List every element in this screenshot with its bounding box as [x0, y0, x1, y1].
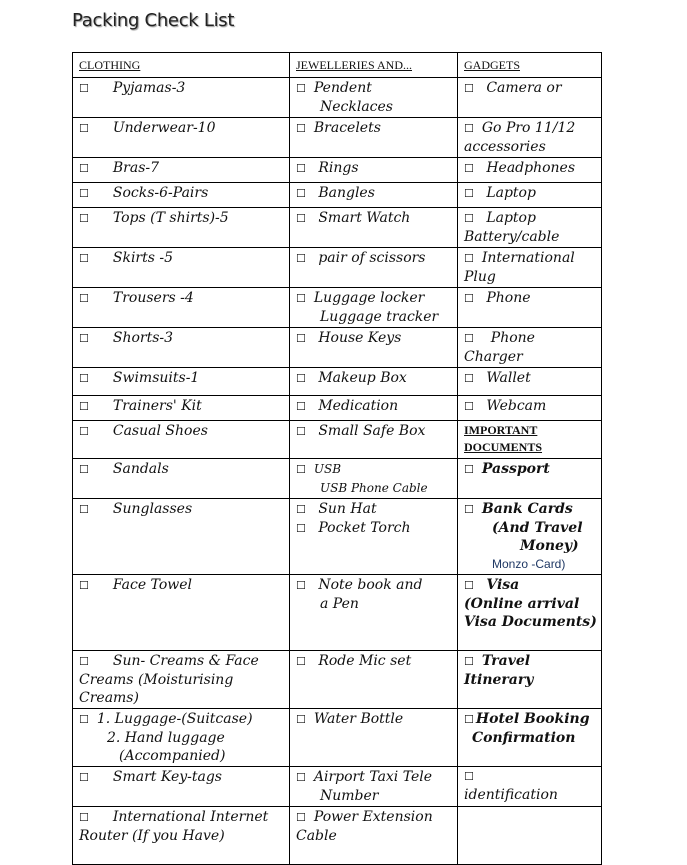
checkbox[interactable]: ☐: [296, 522, 306, 535]
table-row: [73, 709, 602, 767]
gadget-item[interactable]: ☐ Phone Charger: [458, 328, 602, 368]
jewellery-item[interactable]: ☐ Power Extension Cable: [290, 807, 458, 865]
checkbox[interactable]: ☐: [79, 212, 89, 225]
checkbox[interactable]: ☐: [79, 162, 89, 175]
clothing-item[interactable]: ☐ Smart Key-tags: [73, 767, 290, 807]
checkbox[interactable]: ☐: [296, 713, 306, 726]
clothing-item[interactable]: ☐ Bras-7: [73, 158, 290, 183]
gadget-item[interactable]: ☐ Visa (Online arrival Visa Documents): [458, 575, 602, 651]
gadget-item[interactable]: ☐ Passport: [458, 459, 602, 499]
checkbox[interactable]: ☐: [296, 400, 306, 413]
checkbox[interactable]: ☐: [79, 425, 89, 438]
checkbox[interactable]: ☐: [79, 503, 89, 516]
clothing-item[interactable]: ☐ Tops (T shirts)-5: [73, 208, 290, 248]
table-row: [73, 78, 602, 118]
checkbox[interactable]: ☐: [296, 503, 306, 516]
table-row: [73, 183, 602, 208]
header-clothing: CLOTHING: [73, 53, 290, 78]
gadget-item[interactable]: ☐ Travel Itinerary: [458, 651, 602, 709]
clothing-item[interactable]: ☐ Pyjamas-3: [73, 78, 290, 118]
jewellery-item[interactable]: ☐ Sun Hat ☐ Pocket Torch: [290, 499, 458, 575]
checkbox[interactable]: ☐: [464, 579, 474, 592]
checkbox[interactable]: ☐: [296, 82, 306, 95]
clothing-item[interactable]: ☐ Sun- Creams & Face Creams (Moisturising Creams): [73, 651, 290, 709]
header-gadgets: GADGETS: [458, 53, 602, 78]
checkbox[interactable]: ☐: [79, 187, 89, 200]
table-row: [73, 158, 602, 183]
gadget-item[interactable]: ☐ Webcam: [458, 396, 602, 421]
jewellery-item[interactable]: ☐ Bangles: [290, 183, 458, 208]
checkbox[interactable]: ☐: [79, 579, 89, 592]
clothing-item[interactable]: ☐ Casual Shoes: [73, 421, 290, 459]
clothing-item[interactable]: ☐ Trousers -4: [73, 288, 290, 328]
clothing-item[interactable]: ☐ Trainers' Kit: [73, 396, 290, 421]
jewellery-item[interactable]: ☐ USB USB Phone Cable: [290, 459, 458, 499]
checkbox[interactable]: ☐: [464, 252, 474, 265]
table-row: [73, 499, 602, 575]
jewellery-item[interactable]: ☐ Makeup Box: [290, 368, 458, 396]
jewellery-item[interactable]: ☐ Water Bottle: [290, 709, 458, 767]
checkbox[interactable]: ☐: [464, 713, 474, 726]
table-row: [73, 248, 602, 288]
table-row: [73, 767, 602, 807]
gadget-item[interactable]: ☐ Headphones: [458, 158, 602, 183]
checkbox[interactable]: ☐: [464, 503, 474, 516]
clothing-item[interactable]: ☐ Skirts -5: [73, 248, 290, 288]
checkbox[interactable]: ☐: [464, 162, 474, 175]
checkbox[interactable]: ☐: [464, 187, 474, 200]
gadget-item[interactable]: ☐ Bank Cards (And Travel Money) Monzo -Card): [458, 499, 602, 575]
checkbox[interactable]: ☐: [296, 212, 306, 225]
clothing-item[interactable]: ☐ Sandals: [73, 459, 290, 499]
page-title: Packing Check List: [72, 10, 235, 31]
checkbox[interactable]: ☐: [296, 655, 306, 668]
checkbox[interactable]: ☐: [296, 187, 306, 200]
table-row: [73, 459, 602, 499]
jewellery-item[interactable]: ☐ Medication: [290, 396, 458, 421]
gadget-item[interactable]: ☐ Go Pro 11/12 accessories: [458, 118, 602, 158]
gadget-item[interactable]: ☐ Camera or: [458, 78, 602, 118]
table-row: [73, 368, 602, 396]
clothing-item[interactable]: ☐ Underwear-10: [73, 118, 290, 158]
checkbox[interactable]: ☐: [296, 162, 306, 175]
checkbox[interactable]: ☐: [464, 82, 474, 95]
checkbox[interactable]: ☐: [79, 463, 89, 476]
clothing-item[interactable]: ☐ Shorts-3: [73, 328, 290, 368]
table-row: [73, 807, 602, 865]
jewellery-item[interactable]: ☐ Rings: [290, 158, 458, 183]
checkbox[interactable]: ☐: [79, 771, 89, 784]
checkbox[interactable]: ☐: [296, 372, 306, 385]
jewellery-item[interactable]: ☐ Bracelets: [290, 118, 458, 158]
jewellery-item[interactable]: ☐ Luggage locker Luggage tracker: [290, 288, 458, 328]
jewellery-item[interactable]: ☐ pair of scissors: [290, 248, 458, 288]
checkbox[interactable]: ☐: [464, 212, 474, 225]
jewellery-item[interactable]: ☐ Airport Taxi Tele Number: [290, 767, 458, 807]
checkbox[interactable]: ☐: [296, 771, 306, 784]
checkbox[interactable]: ☐: [464, 332, 474, 345]
header-jewelleries: JEWELLERIES AND...: [290, 53, 458, 78]
gadget-item[interactable]: ☐ identification: [458, 767, 602, 807]
checkbox[interactable]: ☐: [296, 811, 306, 824]
checkbox[interactable]: ☐: [296, 122, 306, 135]
jewellery-item[interactable]: ☐ Note book and a Pen: [290, 575, 458, 651]
jewellery-item[interactable]: ☐ Smart Watch: [290, 208, 458, 248]
checkbox[interactable]: ☐: [79, 82, 89, 95]
packing-table: [72, 52, 602, 865]
checkbox[interactable]: ☐: [296, 463, 306, 476]
checkbox[interactable]: ☐: [296, 425, 306, 438]
checkbox[interactable]: ☐: [79, 655, 89, 668]
checkbox[interactable]: ☐: [464, 655, 474, 668]
table-row: [73, 651, 602, 709]
jewellery-item[interactable]: ☐ Small Safe Box: [290, 421, 458, 459]
clothing-item[interactable]: ☐ 1. Luggage-(Suitcase) 2. Hand luggage (Accompanied): [73, 709, 290, 767]
gadget-item[interactable]: ☐ Wallet: [458, 368, 602, 396]
checkbox[interactable]: ☐: [296, 292, 306, 305]
checkbox[interactable]: ☐: [464, 292, 474, 305]
clothing-item[interactable]: ☐ Socks-6-Pairs: [73, 183, 290, 208]
checkbox[interactable]: ☐: [464, 463, 474, 476]
checkbox[interactable]: ☐: [79, 252, 89, 265]
header-row: [73, 53, 602, 78]
important-documents-heading: IMPORTANT DOCUMENTS: [458, 421, 602, 459]
table-row: [73, 208, 602, 248]
checkbox[interactable]: ☐: [296, 332, 306, 345]
checkbox[interactable]: ☐: [79, 713, 89, 726]
gadget-item[interactable]: ☐ Laptop: [458, 183, 602, 208]
gadget-item[interactable]: ☐ Phone: [458, 288, 602, 328]
jewellery-item[interactable]: ☐ House Keys: [290, 328, 458, 368]
table-row: [73, 328, 602, 368]
gadget-item[interactable]: ☐ Hotel Booking Confirmation: [458, 709, 602, 767]
checkbox[interactable]: ☐: [464, 122, 474, 135]
table-row: [73, 575, 602, 651]
clothing-item[interactable]: ☐ Swimsuits-1: [73, 368, 290, 396]
clothing-item[interactable]: ☐ Face Towel: [73, 575, 290, 651]
clothing-item[interactable]: ☐ Sunglasses: [73, 499, 290, 575]
gadget-item[interactable]: ☐ Laptop Battery/cable: [458, 208, 602, 248]
checkbox[interactable]: ☐: [464, 372, 474, 385]
table-row: [73, 421, 602, 459]
jewellery-item[interactable]: ☐ Pendent Necklaces: [290, 78, 458, 118]
checkbox[interactable]: ☐: [296, 252, 306, 265]
checkbox[interactable]: ☐: [79, 811, 89, 824]
gadget-empty-cell: [458, 807, 602, 865]
clothing-item[interactable]: ☐ International Internet Router (If you Have): [73, 807, 290, 865]
checkbox[interactable]: ☐: [464, 400, 474, 413]
checkbox[interactable]: ☐: [79, 372, 89, 385]
table-row: [73, 288, 602, 328]
gadget-item[interactable]: ☐ International Plug: [458, 248, 602, 288]
checkbox[interactable]: ☐: [79, 292, 89, 305]
jewellery-item[interactable]: ☐ Rode Mic set: [290, 651, 458, 709]
table-row: [73, 118, 602, 158]
checkbox[interactable]: ☐: [464, 770, 474, 783]
checkbox[interactable]: ☐: [79, 332, 89, 345]
checkbox[interactable]: ☐: [296, 579, 306, 592]
table-row: [73, 396, 602, 421]
checkbox[interactable]: ☐: [79, 400, 89, 413]
checkbox[interactable]: ☐: [79, 122, 89, 135]
